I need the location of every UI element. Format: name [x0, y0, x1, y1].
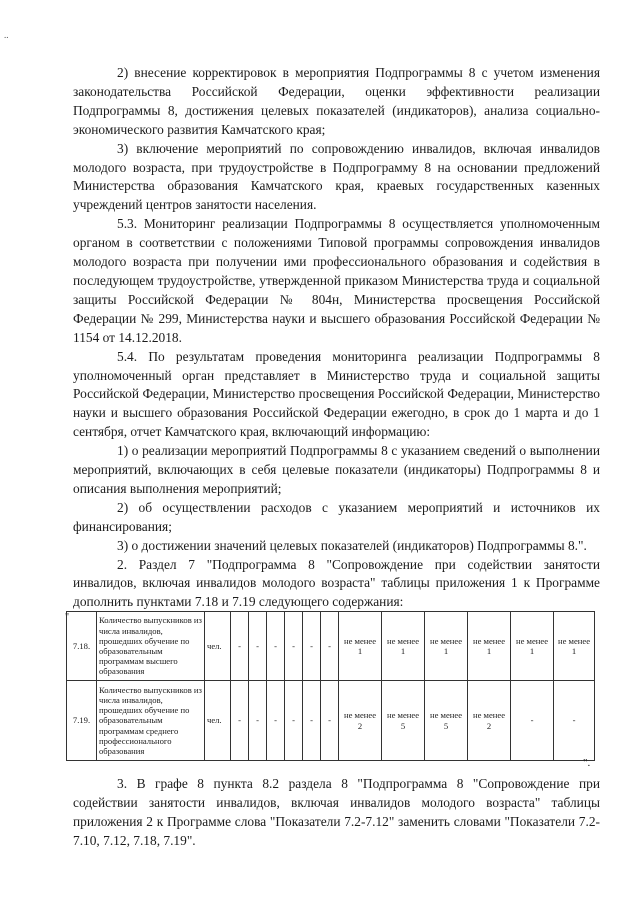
paragraph-5-4-item-3: 3) о достижении значений целевых показателей (индикаторов) Подпрограммы 8.". — [117, 537, 587, 553]
value-cell: не менее 1 — [382, 612, 425, 681]
paragraph-5-4: 5.4. По результатам проведения мониторинга реализации Подпрограммы 8 уполномоченный орган представляет в Министерство труда и социальной защиты Российской Федерации, Министерство просвещения Российской Федерации, Министерство науки и высшего образования Российской Федерации ежегодно, в срок до 1 марта и до 1 сентября, отчет Камчатского края, включающий информацию: — [73, 348, 600, 440]
paragraph-5-4-item-1: 1) о реализации мероприятий Подпрограммы 8 с указанием сведений о выполнении мероприятий, включающих в себя целевые показатели (индикаторы) Подпрограммы 8 и описания выполнения мероприятий; — [73, 443, 600, 496]
table-quote-open: " — [65, 612, 70, 624]
unit-cell: чел. — [205, 612, 231, 681]
value-cell: - — [249, 681, 267, 761]
value-cell: - — [249, 612, 267, 681]
value-cell: - — [554, 681, 595, 761]
indicator-table — [66, 611, 595, 761]
value-cell: не менее 1 — [554, 612, 595, 681]
paragraph-item-3: 3) включение мероприятий по сопровождению инвалидов, включая инвалидов молодого возраста, при трудоустройстве в Подпрограмму 8 на основании предложений Министерства образования Камчатского края, краевых государственных казенных учреждений центров занятости населения. — [73, 140, 600, 213]
paragraph-amendment-2: 2. Раздел 7 "Подпрограмма 8 "Сопровождение при содействии занятости инвалидов, включая инвалидов молодого возраста" таблицы приложения 1 к Программе дополнить пунктами 7.18 и 7.19 следующего содержания: — [73, 556, 600, 610]
value-cell: - — [303, 612, 321, 681]
value-cell: - — [511, 681, 554, 761]
value-cell: не менее 1 — [511, 612, 554, 681]
value-cell: не менее 1 — [339, 612, 382, 681]
value-cell: - — [267, 681, 285, 761]
value-cell: - — [321, 681, 339, 761]
paragraph-amendment-3: 3. В графе 8 пункта 8.2 раздела 8 "Подпрограмма 8 "Сопровождение при содействии занятости инвалидов, включая инвалидов молодого возраста" таблицы приложения 2 к Программе слова "Показатели 7.2-7.12" заменить словами "Показатели 7.2-7.10, 7.12, 7.18, 7.19". — [73, 776, 600, 848]
page-corner-mark: .. — [4, 30, 9, 40]
paragraph-5-4-item-2: 2) об осуществлении расходов с указанием мероприятий и источников их финансирования; — [73, 499, 600, 534]
final-amendment — [73, 775, 600, 851]
value-cell: - — [285, 681, 303, 761]
row-number: 7.18. — [67, 612, 97, 681]
value-cell: - — [303, 681, 321, 761]
value-cell: не менее 5 — [425, 681, 468, 761]
document-body — [65, 64, 600, 624]
table-quote-close: ". — [583, 757, 591, 769]
value-cell: - — [267, 612, 285, 681]
indicator-name: Количество выпускников из числа инвалидов, прошедших обучение по образовательным программам высшего образования — [97, 612, 205, 681]
value-cell: - — [231, 612, 249, 681]
value-cell: не менее 1 — [425, 612, 468, 681]
paragraph-5-3: 5.3. Мониторинг реализации Подпрограммы 8 осуществляется уполномоченным органом в соответствии с положениями Типовой программы сопровождения инвалидов молодого возраста при получении ими профессионального образования и содействия в последующем трудоустройстве, утвержденной приказом Министерства труда и социальной защиты Российской Федерации № 804н, Министерства просвещения Российской Федерации № 299, Министерства науки и высшего образования Российской Федерации № 1154 от 14.12.2018. — [73, 216, 600, 345]
value-cell: не менее 2 — [468, 681, 511, 761]
paragraph-item-2: 2) внесение корректировок в мероприятия Подпрограммы 8 с учетом изменения законодательства Российской Федерации, оценки эффективности реализации Подпрограммы 8, достижения целевых показателей (индикаторов), анализа социально-экономического развития Камчатского края; — [73, 65, 600, 137]
row-number: 7.19. — [67, 681, 97, 761]
value-cell: - — [285, 612, 303, 681]
indicator-name: Количество выпускников из числа инвалидов, прошедших обучение по образовательным программам среднего профессионального образования — [97, 681, 205, 761]
value-cell: - — [231, 681, 249, 761]
value-cell: не менее 5 — [382, 681, 425, 761]
value-cell: не менее 1 — [468, 612, 511, 681]
table-row — [67, 681, 595, 761]
value-cell: - — [321, 612, 339, 681]
table-row — [67, 612, 595, 681]
value-cell: не менее 2 — [339, 681, 382, 761]
unit-cell: чел. — [205, 681, 231, 761]
